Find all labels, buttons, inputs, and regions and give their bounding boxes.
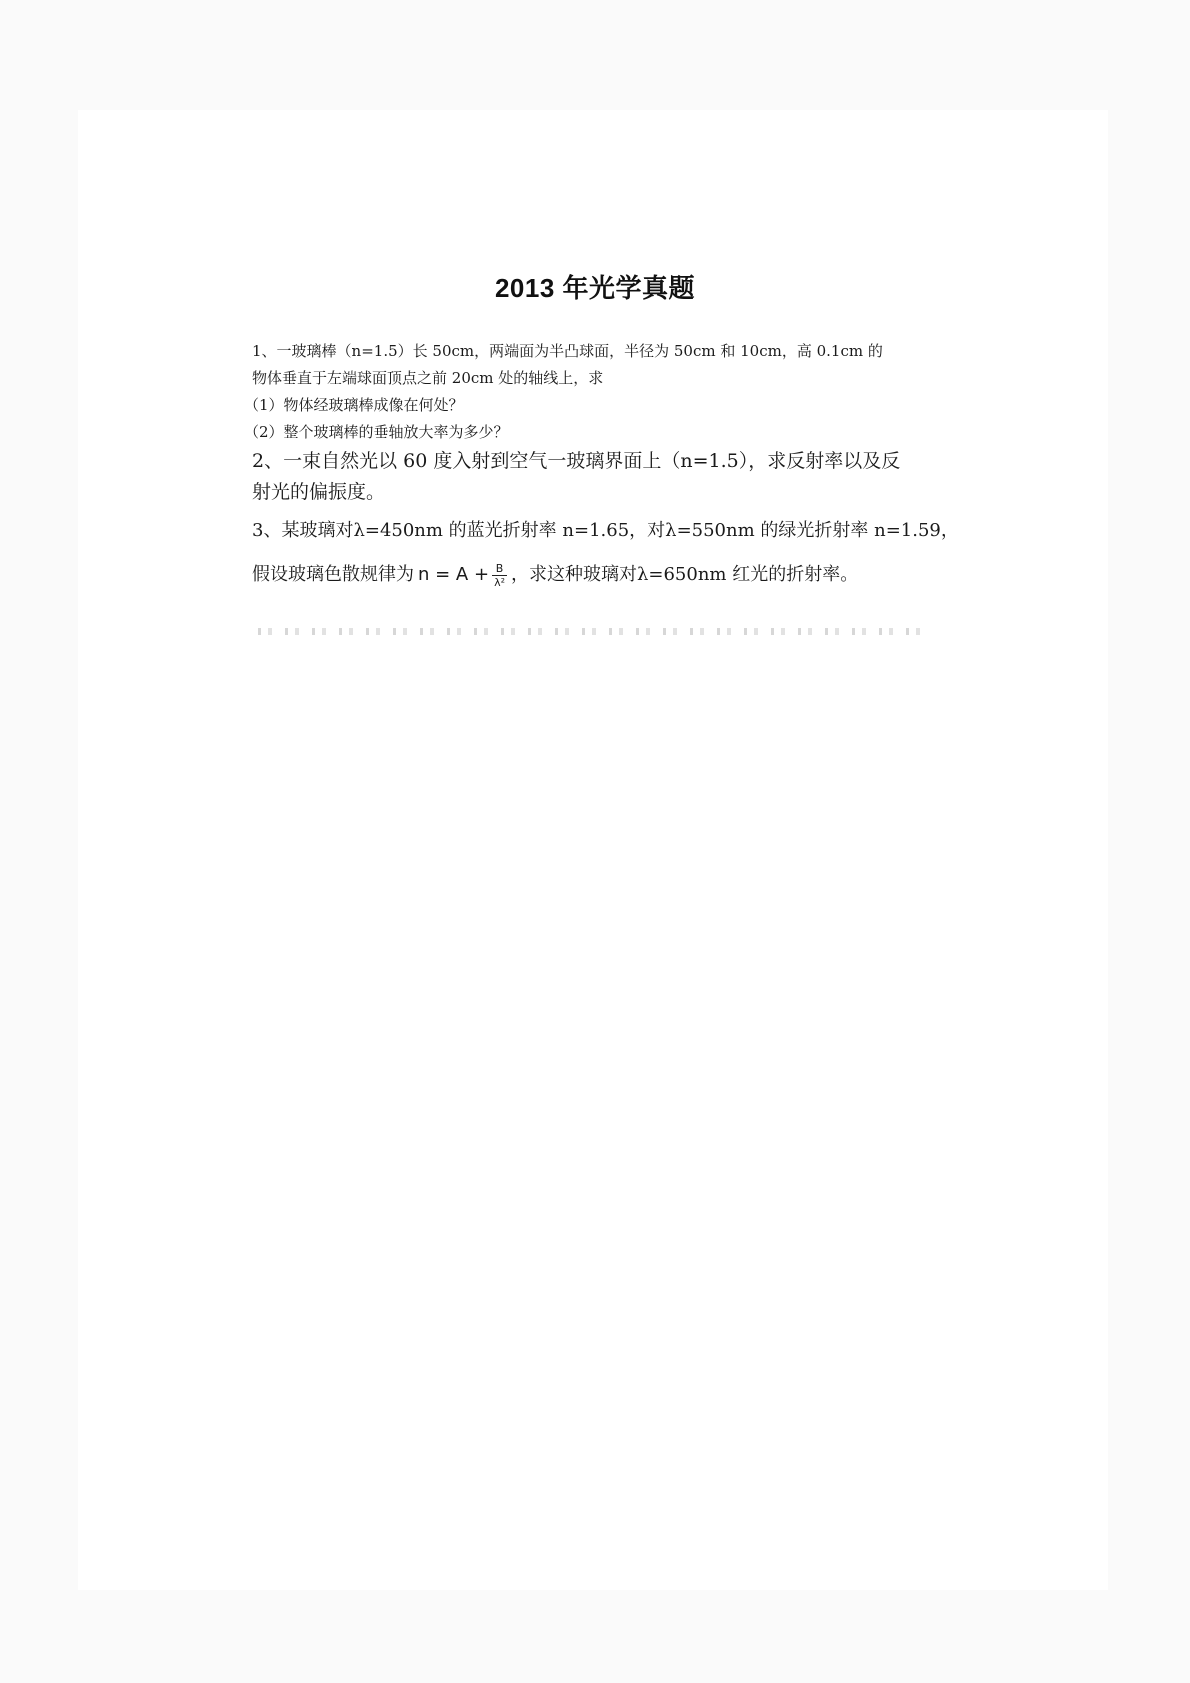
question-2-line-1: 2、一束自然光以 60 度入射到空气一玻璃界面上（n=1.5），求反射率以及反: [252, 450, 901, 472]
question-1-line-2: 物体垂直于左端球面顶点之前 20cm 处的轴线上，求: [252, 369, 604, 387]
question-1-part-2: （2）整个玻璃棒的垂轴放大率为多少？: [244, 423, 509, 441]
formula-numerator: B: [492, 562, 507, 576]
question-3-line-2: [252, 560, 858, 590]
question-2: [252, 446, 900, 508]
paper-sheet: [78, 110, 1108, 1590]
truncated-question-4-line: [252, 628, 932, 635]
formula-fraction: [492, 562, 507, 589]
question-2-line-2: 射光的偏振度。: [252, 481, 386, 503]
question-1: [252, 338, 883, 392]
truncated-text-ink: [252, 628, 932, 635]
dispersion-formula: [418, 560, 507, 590]
page-title: 2013 年光学真题: [494, 273, 696, 303]
question-1-part-1: （1）物体经玻璃棒成像在何处？: [244, 396, 464, 414]
question-1-line-1: 1、一玻璃棒（n=1.5）长 50cm，两端面为半凸球面，半径为 50cm 和 10cm，高 0.1cm 的: [252, 342, 883, 360]
formula-lhs: n = A +: [418, 564, 490, 585]
question-3-line-1: 3、某玻璃对λ=450nm 的蓝光折射率 n=1.65，对λ=550nm 的绿光折射率 n=1.59，: [252, 520, 959, 541]
question-3-line-2-prefix: 假设玻璃色散规律为: [252, 564, 414, 585]
formula-denominator: λ²: [494, 575, 505, 589]
question-3-line-2-suffix: ，求这种玻璃对λ=650nm 红光的折射率。: [510, 564, 859, 585]
